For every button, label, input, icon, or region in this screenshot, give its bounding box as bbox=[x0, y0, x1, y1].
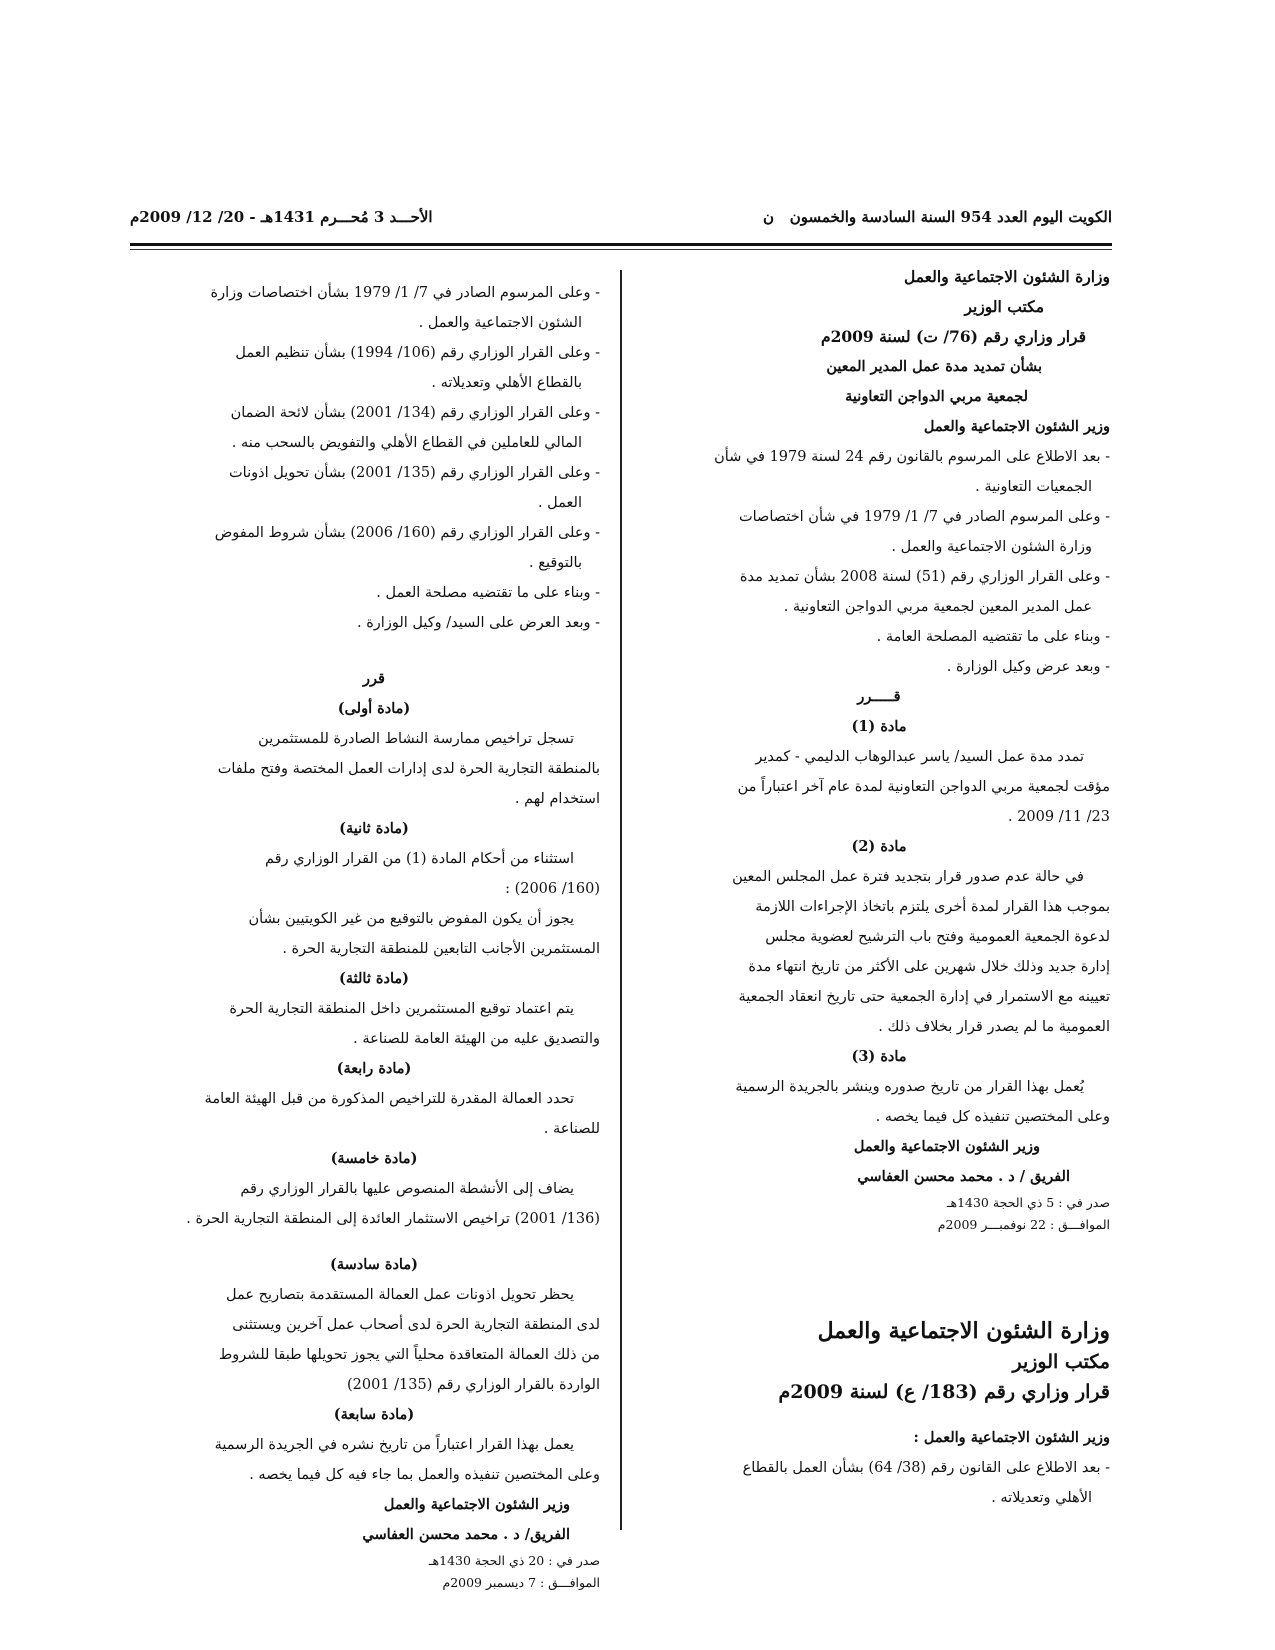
article-sixth-heading: (مادة سادسة) bbox=[330, 1256, 418, 1273]
signature-title-2: وزير الشئون الاجتماعية والعمل bbox=[383, 1496, 570, 1513]
preamble-item-cont: بالقطاع الأهلي وتعديلاته . bbox=[431, 375, 582, 391]
preamble-item: - وعلى المرسوم الصادر في 7/ 1/ 1979 في شأن اختصاصات bbox=[738, 509, 1110, 525]
issue-date-gregorian-2: الموافـــق : 7 ديسمبر 2009م bbox=[442, 1575, 600, 1590]
issue-date-hijri-2: صدر في : 20 ذي الحجة 1430هـ bbox=[428, 1553, 600, 1568]
decided-heading: قـــــرر bbox=[857, 688, 901, 705]
article-second-heading: (مادة ثانية) bbox=[339, 820, 409, 837]
article-3-text: يُعمل بهذا القرار من تاريخ صدوره وينشر بالجريدة الرسمية bbox=[735, 1079, 1084, 1095]
decision-subject-line1: بشأن تمديد مدة عمل المدير المعين bbox=[826, 358, 1042, 375]
article-3-text: وعلى المختصين تنفيذه كل فيما يخصه . bbox=[875, 1109, 1110, 1125]
header-date: الأحـــد 3 مُحـــرم 1431هـ - 20/ 12/ 2009م bbox=[130, 208, 433, 226]
article-fifth-text: (136/ 2001) تراخيص الاستثمار العائدة إلى المنطقة التجارية الحرة . bbox=[186, 1211, 600, 1227]
article-fifth-text: يضاف إلى الأنشطة المنصوص عليها بالقرار الوزاري رقم bbox=[240, 1181, 574, 1197]
article-fourth-text: للصناعة . bbox=[543, 1121, 600, 1137]
header-issue-info: الكويت اليوم العدد 954 السنة السادسة والخمسون ن bbox=[763, 208, 1112, 226]
article-2-text: بموجب هذا القرار لمدة أخرى يلتزم باتخاذ الإجراءات اللازمة bbox=[755, 899, 1110, 915]
preamble-item: - وبناء على ما تقتضيه مصلحة العمل . bbox=[376, 585, 600, 601]
article-2-text: إدارة جديد وذلك خلال شهرين على الأكثر من تاريخ انتهاء مدة bbox=[748, 959, 1110, 975]
preamble-item-cont: العمل . bbox=[537, 495, 582, 511]
article-2-text: تعيينه مع الاستمرار في إدارة الجمعية حتى تاريخ انعقاد الجمعية bbox=[738, 989, 1110, 1005]
decision-title-2: قرار وزاري رقم (183/ ع) لسنة 2009م bbox=[778, 1381, 1110, 1403]
article-fourth-heading: (مادة رابعة) bbox=[336, 1060, 412, 1077]
article-1-text: مؤقت لجمعية مربي الدواجن التعاونية لمدة عام آخر اعتباراً من bbox=[737, 779, 1110, 795]
preamble-item: - وعلى المرسوم الصادر في 7/ 1/ 1979 بشأن اختصاصات وزارة bbox=[210, 285, 600, 301]
preamble-item: - وعلى القرار الوزاري رقم (134/ 2001) بشأن لائحة الضمان bbox=[230, 405, 600, 421]
page-header bbox=[130, 208, 1112, 236]
issue-date-gregorian: الموافـــق : 22 نوفمبـــر 2009م bbox=[937, 1217, 1110, 1232]
article-first-heading: (مادة أولى) bbox=[337, 700, 411, 717]
article-seventh-text: يعمل بهذا القرار اعتباراً من تاريخ نشره في الجريدة الرسمية bbox=[214, 1437, 574, 1453]
column-divider bbox=[620, 270, 622, 1530]
ministry-name-2: وزارة الشئون الاجتماعية والعمل bbox=[817, 1318, 1110, 1344]
article-2-heading: مادة (2) bbox=[851, 838, 907, 855]
preamble-item: - وبناء على ما تقتضيه المصلحة العامة . bbox=[876, 629, 1110, 645]
article-second-text: (160/ 2006) : bbox=[505, 881, 600, 897]
article-seventh-text: وعلى المختصين تنفيذه والعمل بما جاء فيه كل فيما يخصه . bbox=[249, 1467, 600, 1483]
header-page-number: ن bbox=[763, 208, 775, 226]
article-second-text: استثناء من أحكام المادة (1) من القرار الوزاري رقم bbox=[265, 851, 574, 867]
minister-office-2: مكتب الوزير bbox=[1012, 1351, 1110, 1373]
decision-title: قرار وزاري رقم (76/ ت) لسنة 2009م bbox=[820, 327, 1086, 346]
article-fourth-text: تحدد العمالة المقدرة للتراخيص المذكورة من قبل الهيئة العامة bbox=[204, 1091, 574, 1107]
preamble-item: - بعد الاطلاع على القانون رقم (38/ 64) بشأن العمل بالقطاع bbox=[742, 1460, 1110, 1476]
preamble-item-cont: بالتوقيع . bbox=[529, 555, 582, 571]
header-rule-thin bbox=[130, 249, 1112, 250]
header-rule-thick bbox=[130, 243, 1112, 246]
article-third-heading: (مادة ثالثة) bbox=[338, 970, 410, 987]
decision-183-column bbox=[648, 1315, 1110, 1513]
preamble-item-cont: الجمعيات التعاونية . bbox=[975, 479, 1092, 495]
article-1-text: تمدد مدة عمل السيد/ ياسر عبدالوهاب الدليمي - كمدير bbox=[755, 749, 1084, 765]
minister-heading: وزير الشئون الاجتماعية والعمل bbox=[923, 418, 1110, 435]
preamble-item-cont: وزارة الشئون الاجتماعية والعمل . bbox=[891, 539, 1092, 555]
article-2-text: العمومية ما لم يصدر قرار بخلاف ذلك . bbox=[878, 1019, 1110, 1035]
decided-heading-2: قرر bbox=[363, 670, 385, 687]
article-first-text: تسجل تراخيص ممارسة النشاط الصادرة للمستثمرين bbox=[258, 731, 574, 747]
preamble-item: - وعلى القرار الوزاري رقم (135/ 2001) بشأن تحويل اذونات bbox=[229, 465, 600, 481]
ministry-name: وزارة الشئون الاجتماعية والعمل bbox=[903, 267, 1110, 286]
article-fifth-heading: (مادة خامسة) bbox=[330, 1150, 418, 1167]
minister-office: مكتب الوزير bbox=[964, 297, 1044, 316]
article-3-heading: مادة (3) bbox=[851, 1048, 907, 1065]
preamble-item: - وعلى القرار الوزاري رقم (106/ 1994) بشأن تنظيم العمل bbox=[235, 345, 600, 361]
article-second-text: المستثمرين الأجانب التابعين للمنطقة التجارية الحرة . bbox=[282, 941, 600, 957]
article-first-text: بالمنطقة التجارية الحرة لدى إدارات العمل المختصة وفتح ملفات bbox=[217, 761, 600, 777]
article-sixth-text: الواردة بالقرار الوزاري رقم (135/ 2001) bbox=[346, 1377, 600, 1393]
decision-76-column bbox=[648, 262, 1110, 1236]
article-sixth-text: لدى المنطقة التجارية الحرة لدى أصحاب عمل آخرين ويستثنى bbox=[232, 1317, 600, 1333]
decision-subject-line2: لجمعية مربي الدواجن التعاونية bbox=[845, 388, 1028, 405]
preamble-item-cont: عمل المدير المعين لجمعية مربي الدواجن التعاونية . bbox=[783, 599, 1092, 615]
preamble-item-cont: الأهلي وتعديلاته . bbox=[991, 1490, 1092, 1506]
article-second-text: يجوز أن يكون المفوض بالتوقيع من غير الكويتيين بشأن bbox=[248, 911, 574, 927]
article-third-text: والتصديق عليه من الهيئة العامة للصناعة . bbox=[353, 1031, 600, 1047]
issue-date-hijri: صدر في : 5 ذي الحجة 1430هـ bbox=[946, 1195, 1110, 1210]
article-sixth-text: يحظر تحويل اذونات عمل العمالة المستقدمة بتصاريح عمل bbox=[226, 1287, 574, 1303]
signature-name: الفريق / د . محمد محسن العفاسي bbox=[857, 1168, 1070, 1185]
article-2-text: لدعوة الجمعية العمومية وفتح باب الترشيح لعضوية مجلس bbox=[765, 929, 1110, 945]
preamble-item: - بعد الاطلاع على المرسوم بالقانون رقم 24 لسنة 1979 في شأن bbox=[714, 449, 1110, 465]
signature-title: وزير الشئون الاجتماعية والعمل bbox=[853, 1138, 1040, 1155]
article-seventh-heading: (مادة سابعة) bbox=[333, 1406, 415, 1423]
article-2-text: في حالة عدم صدور قرار بتجديد فترة عمل المجلس المعين bbox=[732, 869, 1084, 885]
article-1-text: 23/ 11/ 2009 . bbox=[1007, 809, 1110, 825]
preamble-item-cont: المالي للعاملين في القطاع الأهلي والتفويض بالسحب منه . bbox=[231, 435, 582, 451]
preamble-item: - وبعد العرض على السيد/ وكيل الوزارة . bbox=[356, 615, 600, 631]
article-1-heading: مادة (1) bbox=[851, 718, 907, 735]
preamble-item: - وعلى القرار الوزاري رقم (160/ 2006) بشأن شروط المفوض bbox=[214, 525, 600, 541]
minister-heading-2: وزير الشئون الاجتماعية والعمل : bbox=[913, 1429, 1110, 1446]
article-first-text: استخدام لهم . bbox=[514, 791, 600, 807]
decision-183-continued-column bbox=[148, 278, 600, 1594]
article-third-text: يتم اعتماد توقيع المستثمرين داخل المنطقة التجارية الحرة bbox=[229, 1001, 574, 1017]
preamble-item: - وعلى القرار الوزاري رقم (51) لسنة 2008 بشأن تمديد مدة bbox=[739, 569, 1110, 585]
preamble-item: - وبعد عرض وكيل الوزارة . bbox=[946, 659, 1110, 675]
signature-name-2: الفريق/ د . محمد محسن العفاسي bbox=[362, 1526, 570, 1543]
article-sixth-text: من ذلك العمالة المتعاقدة محلياً التي يجوز تحويلها طبقا للشروط bbox=[218, 1347, 600, 1363]
preamble-item-cont: الشئون الاجتماعية والعمل . bbox=[418, 315, 582, 331]
